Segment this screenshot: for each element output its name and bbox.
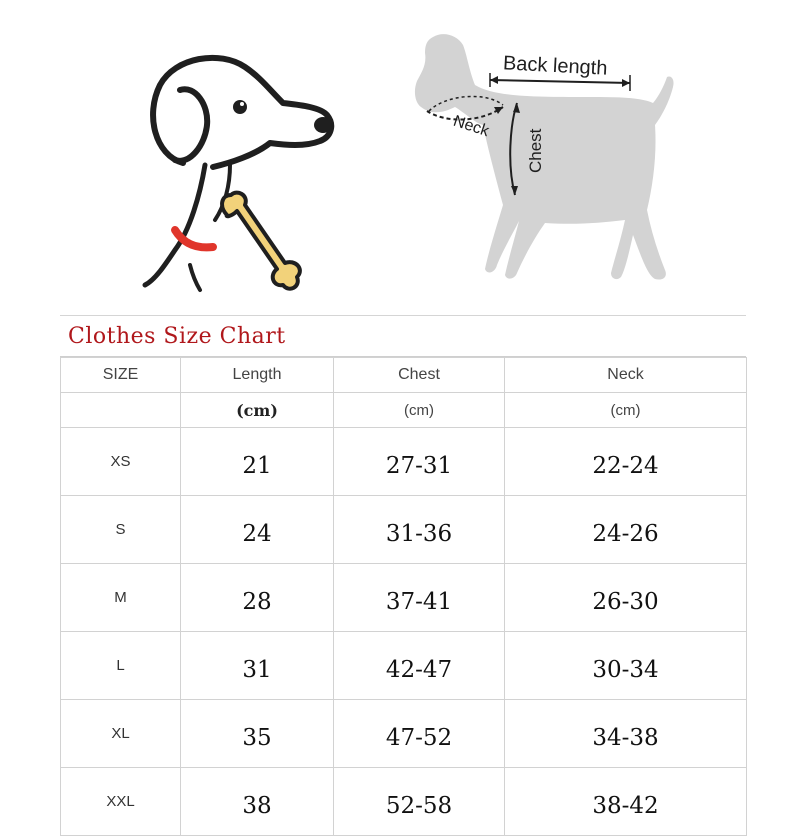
table-row — [61, 632, 747, 700]
chest-cell: 47-52 — [334, 700, 505, 768]
unit-row — [61, 393, 747, 428]
size-cell: M — [61, 564, 181, 632]
unit-length: (cm) — [181, 393, 334, 428]
size-chart — [60, 315, 746, 836]
length-cell: 24 — [181, 496, 334, 564]
unit-neck: (cm) — [505, 393, 747, 428]
unit-chest: (cm) — [334, 393, 505, 428]
header-row — [61, 358, 747, 393]
neck-cell: 30-34 — [505, 632, 747, 700]
size-cell: XL — [61, 700, 181, 768]
chest-cell: 31-36 — [334, 496, 505, 564]
table-row — [61, 564, 747, 632]
header-neck: Neck — [505, 358, 747, 393]
chest-cell: 42-47 — [334, 632, 505, 700]
length-cell: 21 — [181, 428, 334, 496]
chart-title-bar — [60, 316, 746, 357]
size-table — [60, 357, 747, 836]
illustration-area — [0, 0, 800, 305]
chest-cell: 37-41 — [334, 564, 505, 632]
bone-icon — [222, 193, 300, 289]
back-length-label: Back length — [502, 52, 608, 80]
table-row — [61, 496, 747, 564]
unit-size — [61, 393, 181, 428]
neck-cell: 22-24 — [505, 428, 747, 496]
table-row — [61, 700, 747, 768]
size-cell: L — [61, 632, 181, 700]
chest-label: Chest — [526, 128, 545, 173]
neck-cell: 38-42 — [505, 768, 747, 836]
neck-cell: 24-26 — [505, 496, 747, 564]
table-row — [61, 768, 747, 836]
cartoon-dog-illustration — [135, 45, 350, 295]
length-cell: 28 — [181, 564, 334, 632]
size-cell: S — [61, 496, 181, 564]
size-cell: XXL — [61, 768, 181, 836]
dog-measurement-diagram — [385, 25, 685, 290]
neck-label: Neck — [451, 112, 492, 141]
chart-title: Clothes Size Chart — [68, 324, 286, 349]
header-chest: Chest — [334, 358, 505, 393]
table-row — [61, 428, 747, 496]
length-cell: 38 — [181, 768, 334, 836]
neck-cell: 26-30 — [505, 564, 747, 632]
chest-cell: 52-58 — [334, 768, 505, 836]
header-length: Length — [181, 358, 334, 393]
length-cell: 35 — [181, 700, 334, 768]
neck-cell: 34-38 — [505, 700, 747, 768]
size-cell: XS — [61, 428, 181, 496]
header-size: SIZE — [61, 358, 181, 393]
chest-cell: 27-31 — [334, 428, 505, 496]
length-cell: 31 — [181, 632, 334, 700]
